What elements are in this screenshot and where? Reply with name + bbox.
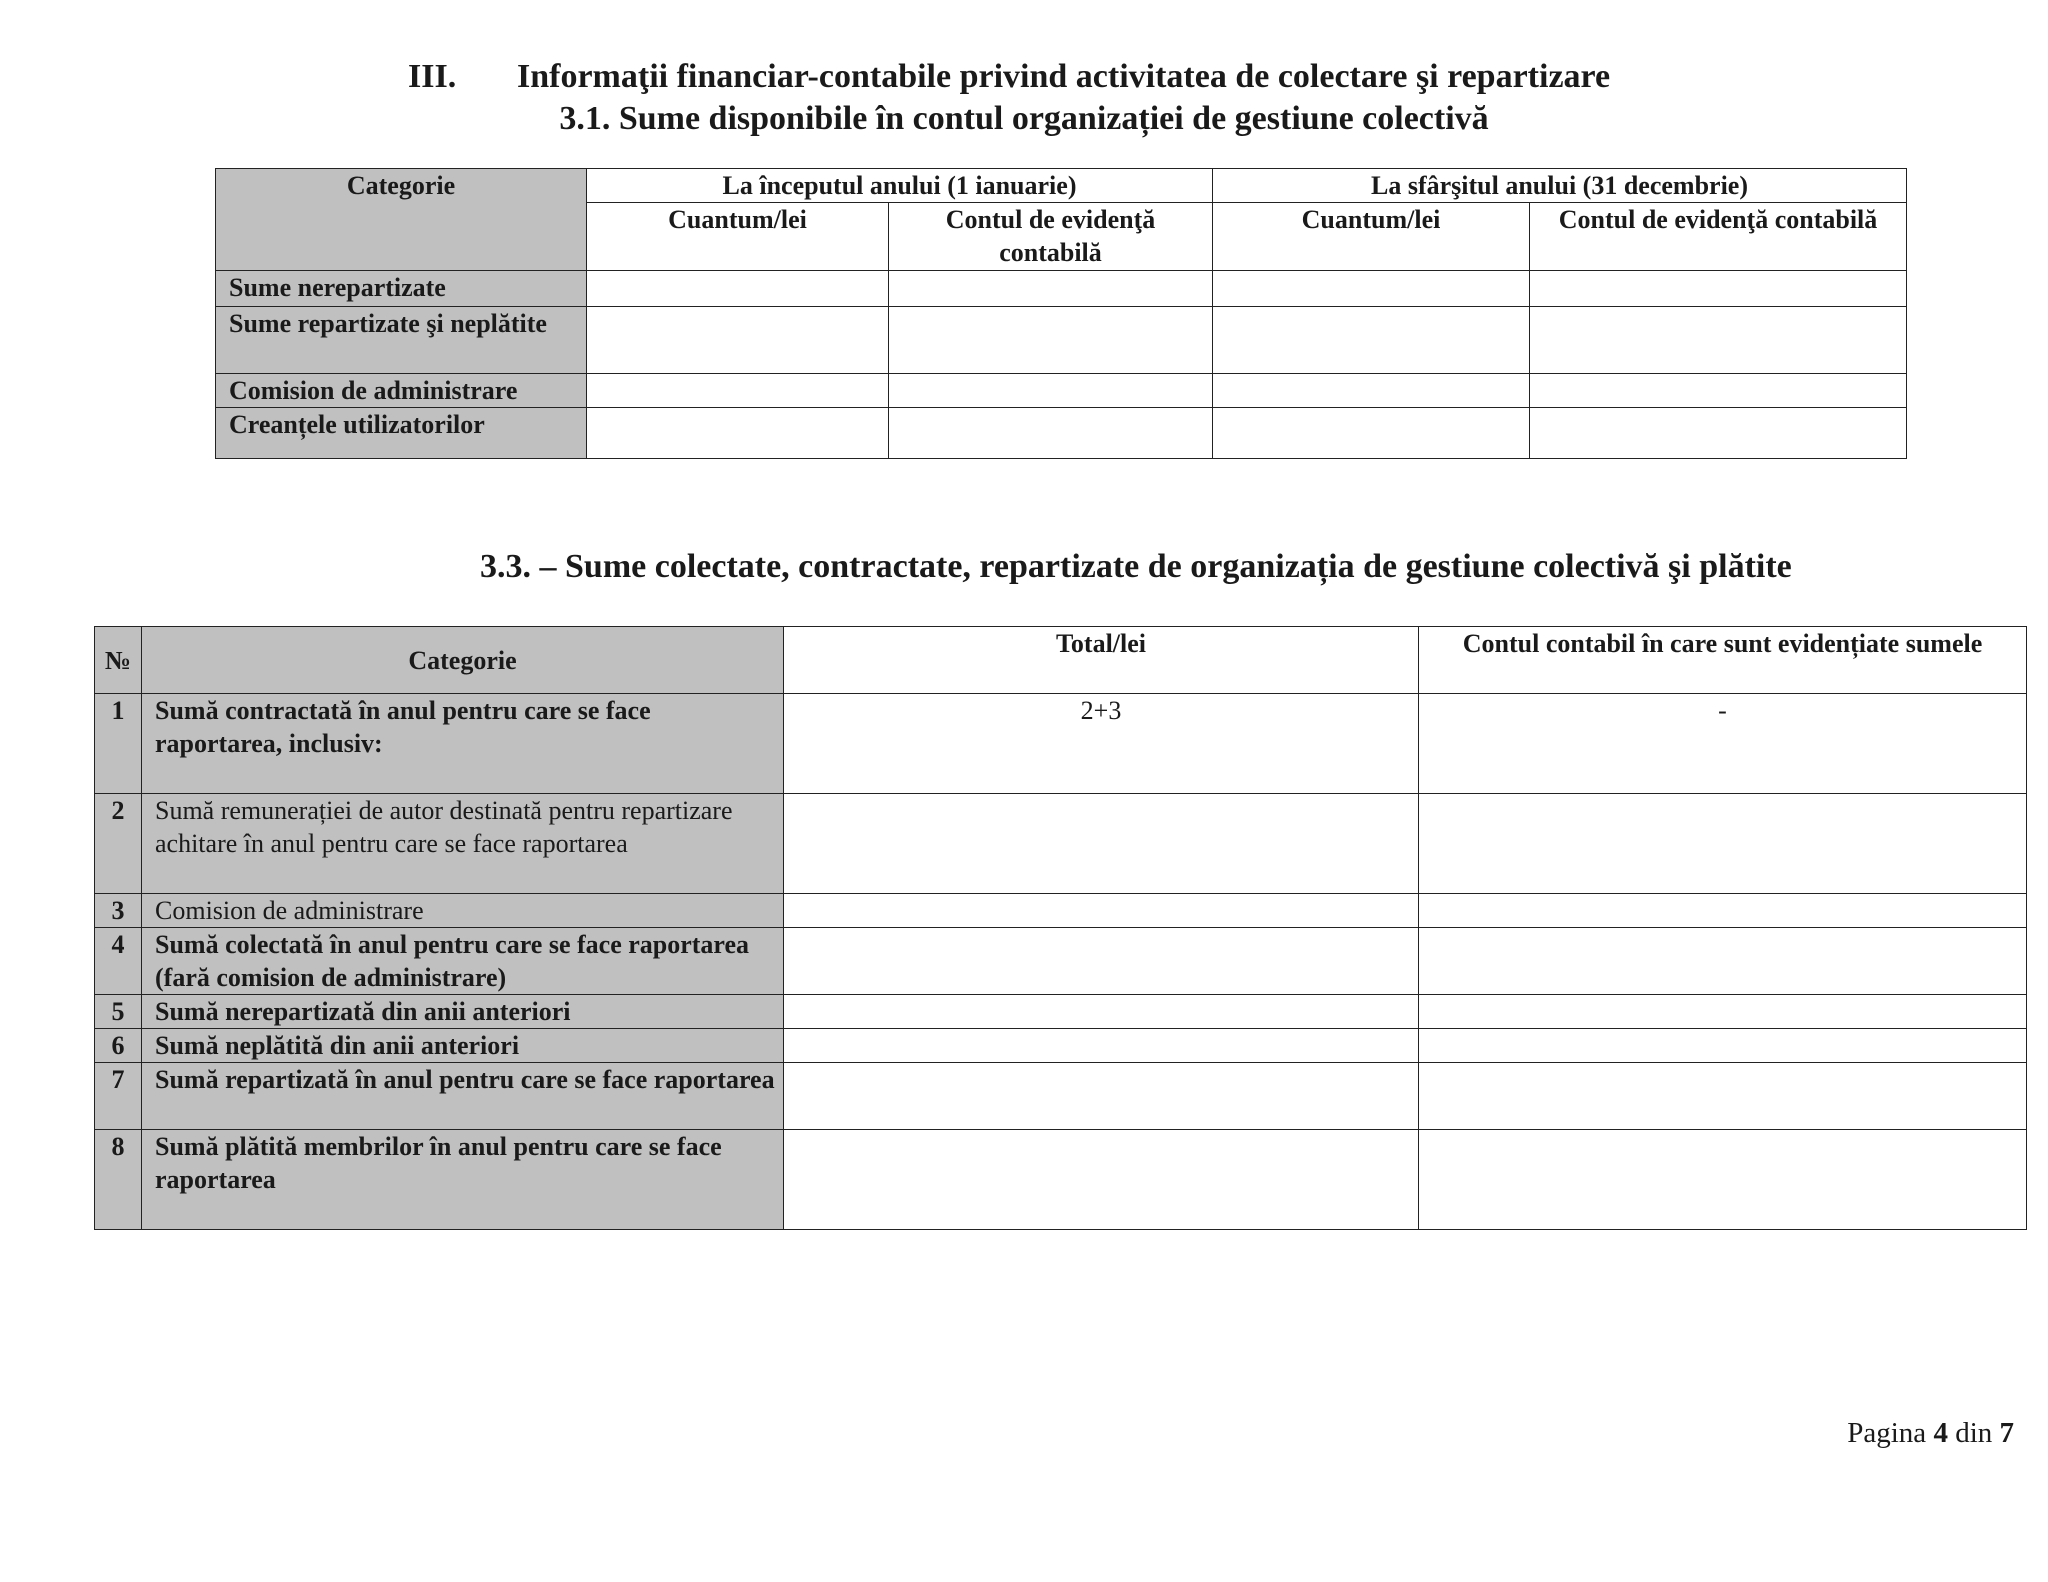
cell-empty [1530, 374, 1907, 408]
header-total: Total/lei [784, 627, 1419, 694]
total-pages: 7 [1999, 1417, 2014, 1449]
cell-empty [1530, 408, 1907, 459]
row-number: 2 [95, 794, 142, 894]
header-account: Contul contabil în care sunt evidențiate sumele [1419, 627, 2027, 694]
header-amount-end: Cuantum/lei [1213, 203, 1530, 271]
section-title: Informaţii financiar-contabile privind activitatea de colectare şi repartizare [517, 58, 1611, 95]
cell-empty [587, 271, 889, 307]
row-number: 4 [95, 928, 142, 995]
cell-total: 2+3 [784, 694, 1419, 794]
cell-empty [1213, 408, 1530, 459]
cell-empty [1530, 307, 1907, 374]
cell-empty [889, 307, 1213, 374]
page-prefix: Pagina [1847, 1417, 1927, 1449]
row-label: Sume repartizate şi neplătite [216, 307, 587, 374]
row-label: Sume nerepartizate [216, 271, 587, 307]
cell-empty [1530, 271, 1907, 307]
cell-account [1419, 894, 2027, 928]
cell-account [1419, 995, 2027, 1029]
header-account-start: Contul de evidenţă contabilă [889, 203, 1213, 271]
page-number [1847, 1417, 2014, 1450]
cell-empty [1213, 374, 1530, 408]
collected-sums-table [94, 626, 2027, 1230]
cell-empty [889, 408, 1213, 459]
row-label: Sumă colectată în anul pentru care se face raportarea (fară comision de administrare) [142, 928, 784, 995]
subsection-33-title: 3.3. – Sume colectate, contractate, repartizate de organizația de gestiune colectivă şi plătite [480, 548, 1792, 585]
row-number: 5 [95, 995, 142, 1029]
cell-total [784, 1029, 1419, 1063]
section-number: III. [408, 58, 457, 95]
row-label: Sumă plătită membrilor în anul pentru care se face raportarea [142, 1130, 784, 1230]
header-category: Categorie [142, 627, 784, 694]
header-number: № [95, 627, 142, 694]
cell-account [1419, 794, 2027, 894]
header-account-end: Contul de evidenţă contabilă [1530, 203, 1907, 271]
cell-empty [1213, 271, 1530, 307]
cell-empty [587, 374, 889, 408]
cell-total [784, 894, 1419, 928]
cell-empty [1213, 307, 1530, 374]
row-label: Sumă remunerației de autor destinată pentru repartizare achitare în anul pentru care se face raportarea [142, 794, 784, 894]
header-amount-start: Cuantum/lei [587, 203, 889, 271]
row-label: Sumă neplătită din anii anteriori [142, 1029, 784, 1063]
row-label: Sumă contractată în anul pentru care se face raportarea, inclusiv: [142, 694, 784, 794]
row-label: Sumă repartizată în anul pentru care se face raportarea [142, 1063, 784, 1130]
row-number: 1 [95, 694, 142, 794]
row-label: Comision de administrare [142, 894, 784, 928]
cell-empty [587, 408, 889, 459]
cell-total [784, 1130, 1419, 1230]
available-sums-table [215, 168, 1907, 459]
header-category: Categorie [216, 169, 587, 271]
row-number: 7 [95, 1063, 142, 1130]
cell-account [1419, 1029, 2027, 1063]
cell-empty [889, 374, 1213, 408]
row-label: Comision de administrare [216, 374, 587, 408]
cell-empty [889, 271, 1213, 307]
subsection-31-title: 3.1. Sume disponibile în contul organizației de gestiune colectivă [559, 100, 1489, 137]
cell-total [784, 794, 1419, 894]
cell-account [1419, 1063, 2027, 1130]
cell-total [784, 1063, 1419, 1130]
cell-total [784, 928, 1419, 995]
row-number: 8 [95, 1130, 142, 1230]
row-number: 6 [95, 1029, 142, 1063]
page-separator: din [1955, 1417, 1993, 1449]
cell-account [1419, 928, 2027, 995]
row-label: Sumă nerepartizată din anii anteriori [142, 995, 784, 1029]
cell-account: - [1419, 694, 2027, 794]
row-number: 3 [95, 894, 142, 928]
header-start-of-year: La începutul anului (1 ianuarie) [587, 169, 1213, 203]
cell-total [784, 995, 1419, 1029]
cell-account [1419, 1130, 2027, 1230]
row-label: Creanțele utilizatorilor [216, 408, 587, 459]
header-end-of-year: La sfârşitul anului (31 decembrie) [1213, 169, 1907, 203]
current-page: 4 [1933, 1417, 1948, 1449]
cell-empty [587, 307, 889, 374]
